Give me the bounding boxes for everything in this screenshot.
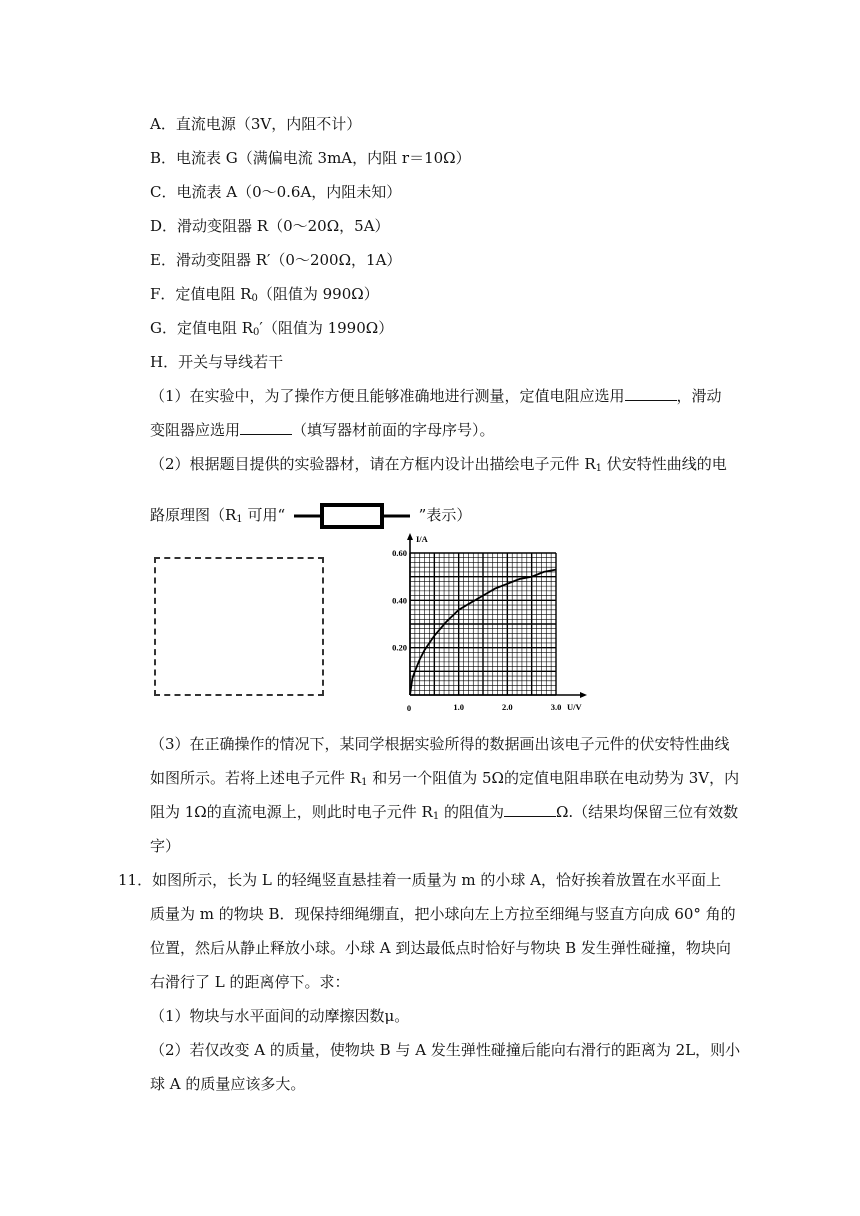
- q3-line3: 阻为 1Ω的直流电源上，则此时电子元件 $R_1$ 的阻值为 Ω.（结果均保留三位有效数: [150, 803, 739, 822]
- p11-line7: 球 A 的质量应该多大。: [150, 1075, 306, 1093]
- q3-line2: 如图所示。若将上述电子元件 $R_1$ 和另一个阻值为 5Ω的定值电阻串联在电动势为 3V，内: [150, 769, 740, 788]
- option-g: G．定值电阻 $R_0'$（阻值为 1990Ω）: [150, 319, 394, 338]
- x-tick-label: 1.0: [453, 702, 464, 712]
- answer-blank-3[interactable]: [504, 802, 556, 817]
- option-b: B．电流表 G（满偏电流 3mA，内阻 r＝10Ω）: [150, 149, 471, 167]
- p11-line1: 11．如图所示，长为 L 的轻绳竖直悬挂着一质量为 m 的小球 A，恰好挨着放置在水平面上: [118, 871, 721, 889]
- y-tick-label: 0.20: [392, 642, 407, 653]
- y-tick-label: 0.40: [392, 595, 407, 606]
- q2-line2: 路原理图（$R_1$ 可用“ ”表示）: [150, 501, 471, 531]
- option-d: D．滑动变阻器 R（0～20Ω，5A）: [150, 217, 390, 235]
- y-tick-label: 0.60: [392, 548, 407, 558]
- y-axis-label: I/A: [416, 534, 428, 544]
- option-h: H．开关与导线若干: [150, 353, 284, 371]
- option-e: E．滑动变阻器 R′（0～200Ω，1A）: [150, 251, 402, 269]
- q1-line2: 变阻器应选用 （填写器材前面的字母序号）。: [150, 421, 495, 439]
- y-axis-arrow-icon: [407, 533, 413, 540]
- p11-line4: 右滑行了 L 的距离停下。求：: [150, 973, 350, 991]
- x-tick-label: 2.0: [502, 702, 513, 712]
- p11-line3: 位置，然后从静止释放小球。小球 A 到达最低点时恰好与物块 B 发生弹性碰撞，物块向: [150, 939, 731, 957]
- q3-line1: （3）在正确操作的情况下，某同学根据实验所得的数据画出该电子元件的伏安特性曲线: [150, 735, 730, 753]
- option-c: C．电流表 A（0～0.6A，内阻未知）: [150, 183, 402, 201]
- x-axis-label: U/V: [567, 702, 582, 712]
- x-tick-label: 0: [406, 703, 412, 713]
- option-f: F．定值电阻 $R_0$（阻值为 990Ω）: [150, 285, 379, 304]
- p11-line6: （2）若仅改变 A 的质量，使物块 B 与 A 发生弹性碰撞后能向右滑行的距离为 2L，则小: [150, 1041, 741, 1059]
- x-axis-arrow-icon: [580, 692, 587, 698]
- answer-blank-1[interactable]: [625, 386, 677, 401]
- resistor-symbol-icon: [294, 501, 410, 531]
- p11-line5: （1）物块与水平面间的动摩擦因数μ。: [150, 1007, 410, 1025]
- x-tick-label: 3.0: [550, 702, 562, 712]
- option-a: A．直流电源（3V，内阻不计）: [150, 115, 362, 133]
- p11-line2: 质量为 m 的物块 B．现保持细绳绷直，把小球向左上方拉至细绳与竖直方向成 60° 角的: [150, 905, 736, 923]
- answer-blank-2[interactable]: [240, 420, 292, 435]
- q2-line1: （2）根据题目提供的实验器材，请在方框内设计出描绘电子元件 $R_1$ 伏安特性曲线的电: [150, 455, 727, 474]
- circuit-design-box[interactable]: [154, 557, 324, 696]
- iv-characteristic-chart: [380, 532, 590, 718]
- q1-line1: （1）在实验中，为了操作方便且能够准确地进行测量，定值电阻应选用 ，滑动: [150, 387, 722, 405]
- q3-line4: 字）: [150, 837, 181, 855]
